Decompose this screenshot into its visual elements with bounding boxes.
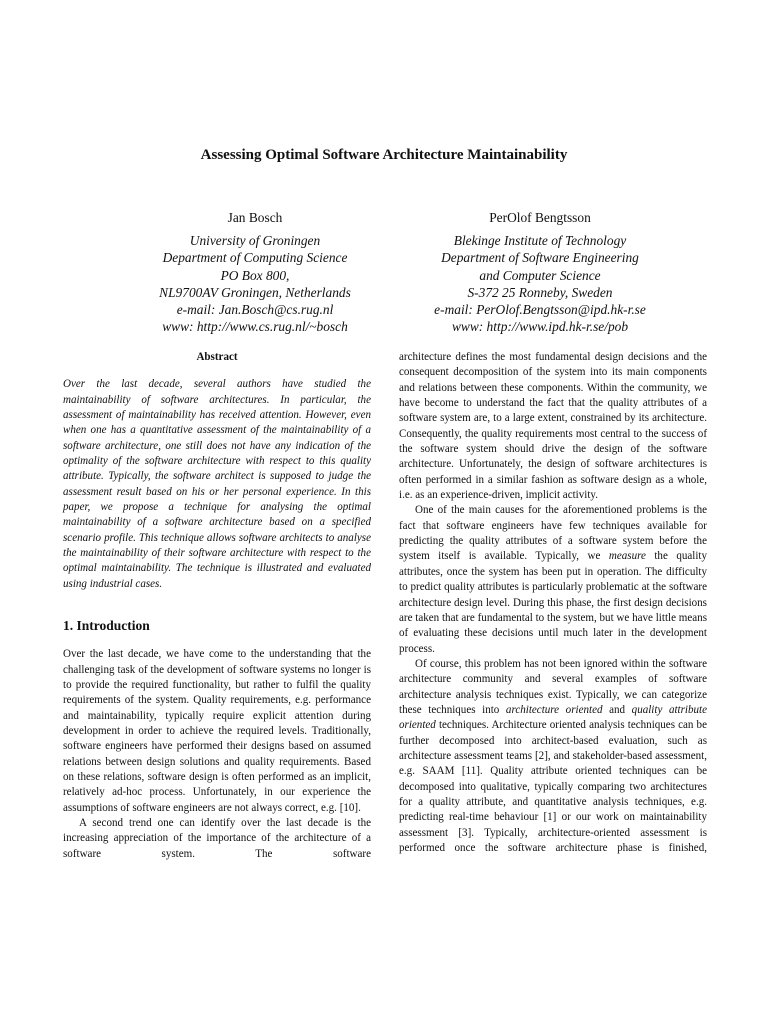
emphasis-text: quality attribute oriented [399,703,707,732]
body-paragraph: A second trend one can identify over the last decade is the increasing appreciation of the importance of the architecture of a software system. The software [63,816,371,860]
section-heading-introduction: 1. Introduction [63,618,150,634]
text-run: techniques. Architecture oriented analysis techniques can be further decomposed into architect-based evaluation, such as architecture assessment teams [2], and stakeholder-based assessment, e.g. SAAM [11]. Quality attribute oriented techniques can be decomposed into qualitative, typically comparing two architectures for a quality attribute, and quantitative analysis techniques, e.g. predicting real-time behaviour [1] or our work on maintainability assessment [3]. Typically, architecture-oriented assessment is performed once the software architecture phase is finished, [399,719,707,854]
author-block-bosch [115,209,395,335]
body-paragraph [399,657,707,856]
author-affiliation-line: Department of Computing Science [162,250,348,266]
emphasis-text: architecture oriented [505,703,603,716]
author-affiliation-line: Blekinge Institute of Technology [453,233,627,249]
author-affiliation-line: S-372 25 Ronneby, Sweden [467,284,613,300]
author-email: e-mail: PerOlof.Bengtsson@ipd.hk-r.se [434,302,646,318]
author-affiliation-line: and Computer Science [479,267,601,283]
left-column [63,350,371,862]
author-affiliation-line: Department of Software Engineering [441,250,639,266]
author-website: www: http://www.cs.rug.nl/~bosch [162,319,348,335]
body-paragraph: architecture defines the most fundamental design decisions and the consequent decomposition of the system into its main components and relations between these components. Within the community, we have become to understand the fact that the quality attributes of a software system are, to a large extent, constrained by its architecture. Consequently, the quality requirements most central to the success of the software system should drive the design of the software architecture. Unfortunately, the design of software architectures is often performed in a similar fashion as software design as a whole, i.e. as an experience-driven, implicit activity. [399,351,707,502]
author-affiliation-line: NL9700AV Groningen, Netherlands [159,284,351,300]
body-paragraph [399,503,707,656]
paper-title: Assessing Optimal Software Architecture Maintainability [200,147,568,163]
author-website: www: http://www.ipd.hk-r.se/pob [451,319,629,335]
author-block-bengtsson [375,209,705,335]
text-run: and [602,703,632,716]
author-email: e-mail: Jan.Bosch@cs.rug.nl [176,302,334,318]
text-run: One of the main causes for the aforementioned problems is the fact that software engineers have few techniques available for predicting the quality attributes of a software system before the system itself is available. Typically, we [399,504,707,563]
author-name: PerOlof Bengtsson [489,210,591,225]
abstract-text: Over the last decade, several authors have studied the maintainability of software architectures. In particular, the assessment of maintainability has received attention. However, even when one has a quantitative assessment of the maintainability of a software architecture, one still does not have any indication of the optimality of the software architecture with respect to this quality attribute. Typically, the software architect is supposed to judge the assessment result based on his or her personal experience. In this paper, we propose a technique for analysing the optimal maintainability of a software architecture based on a specified scenario profile. This technique allows software architects to analyse the maintainability of their software architecture with respect to the optimal maintainability. The technique is illustrated and evaluated using industrial cases. [63,378,371,590]
right-column [399,350,707,856]
author-affiliation-line: PO Box 800, [220,267,290,283]
emphasis-text: measure [608,550,646,563]
author-name: Jan Bosch [227,210,283,225]
body-paragraph: Over the last decade, we have come to the understanding that the challenging task of the development of software systems no longer is to provide the required functionality, but rather to fulfil the quality requirements of the system. Quality requirements, e.g. performance and maintainability, typically require explicit attention during development in order to achieve the required levels. Traditionally, software engineers have performed their designs based on assumed relations between design solutions and quality requirements. Based on these relations, software design is often performed as an implicit, relatively ad-hoc process. Unfortunately, in our experience the assumptions of software engineers are not always correct, e.g. [10]. [63,648,371,814]
abstract-heading: Abstract [196,351,238,363]
text-run: Of course, this problem has not been ignored within the software architecture community and several examples of software architecture analysis techniques exist. Typically, we can categorize these techniques into [399,657,707,716]
text-run: the quality attributes, once the system has been put in operation. The difficulty to predict quality attributes is particularly problematic at the software architecture design level. During this phase, the first design decisions are taken that are fundamental to the system, but we have little means of evaluating these decisions until much later in the development process. [399,550,707,655]
author-affiliation-line: University of Groningen [189,233,321,249]
